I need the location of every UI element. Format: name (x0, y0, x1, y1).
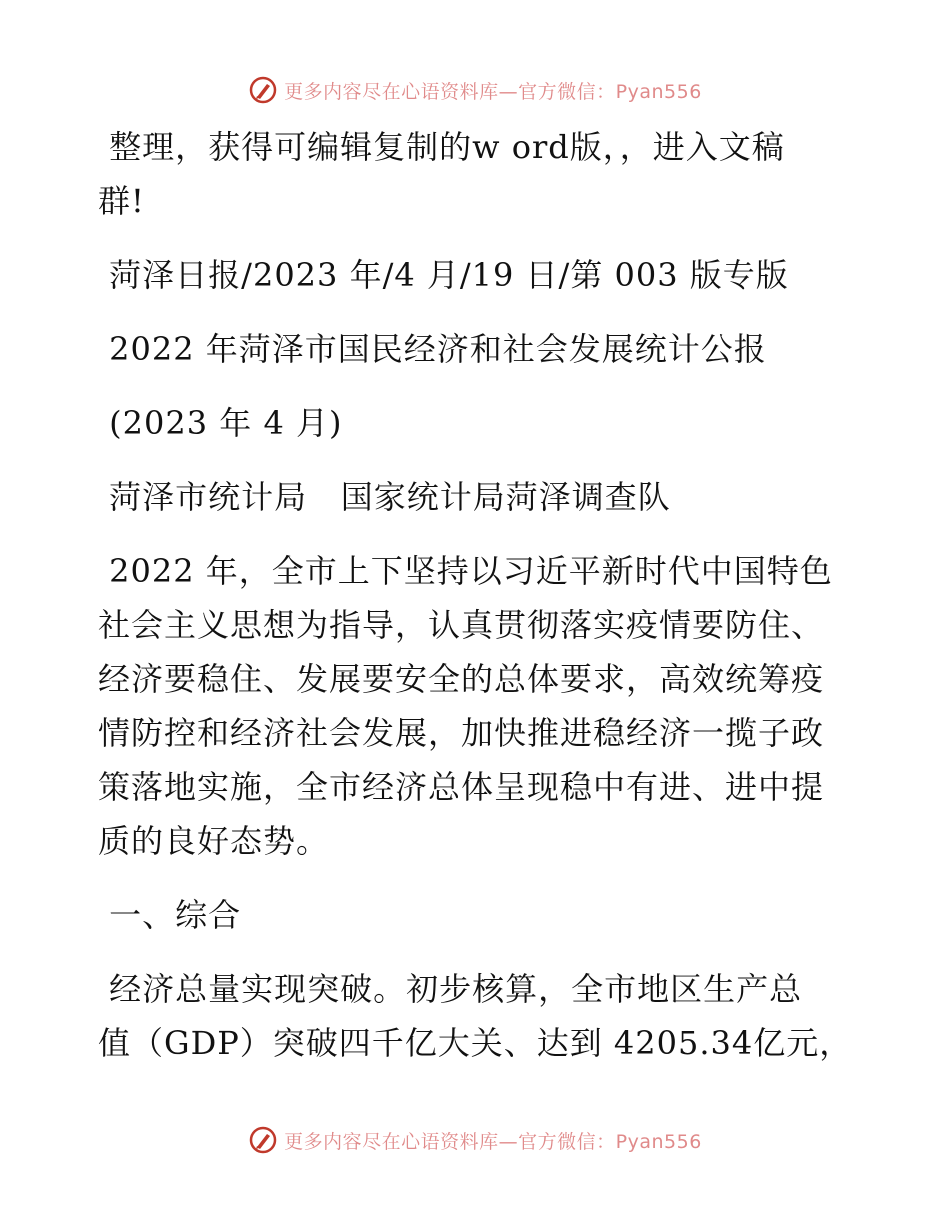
watermark-top (0, 70, 950, 110)
paragraph-line: 质的良好态势。 (98, 822, 330, 860)
paragraph-line: 社会主义思想为指导，认真贯彻落实疫情要防住、 (98, 606, 825, 644)
paragraph-line: 值（GDP）突破四千亿大关、达到 4205.34亿元， (98, 1024, 853, 1062)
pen-circle-icon (248, 1125, 278, 1155)
watermark-text: 更多内容尽在心语资料库—官方微信：Pyan556 (284, 1130, 702, 1153)
paragraph-line: 情防控和经济社会发展，加快推进稳经济一揽子政 (98, 714, 825, 752)
paragraph-line: 策落地实施，全市经济总体呈现稳中有进、进中提 (98, 768, 825, 806)
document-date: (2023 年 4 月) (98, 404, 343, 442)
pen-circle-icon (248, 75, 278, 105)
paragraph-line: 2022 年，全市上下坚持以习近平新时代中国特色 (98, 552, 833, 590)
document-title: 2022 年菏泽市国民经济和社会发展统计公报 (98, 330, 767, 368)
intro-line-1: 整理，获得可编辑复制的w ord版，，进入文稿 (98, 128, 785, 166)
source-line: 菏泽日报/2023 年/4 月/19 日/第 003 版专版 (98, 256, 789, 294)
document-body (98, 120, 854, 1070)
intro-line-2: 群! (98, 182, 145, 220)
paragraph-2 (98, 962, 854, 1070)
watermark-bottom (0, 1120, 950, 1160)
section-heading: 一、综合 (98, 896, 242, 934)
document-issuer: 菏泽市统计局 国家统计局菏泽调查队 (98, 478, 671, 516)
paragraph-1 (98, 544, 854, 868)
watermark-text: 更多内容尽在心语资料库—官方微信：Pyan556 (284, 80, 702, 103)
paragraph-line: 经济总量实现突破。初步核算，全市地区生产总 (98, 970, 803, 1008)
paragraph-line: 经济要稳住、发展要安全的总体要求，高效统筹疫 (98, 660, 825, 698)
